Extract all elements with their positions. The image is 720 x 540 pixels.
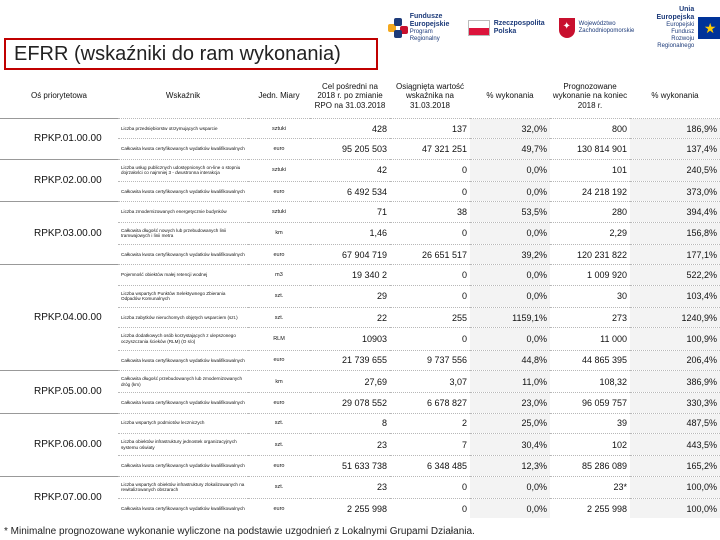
target-cell: 23 xyxy=(310,433,390,455)
indicator-cell: Całkowita długość nowych lub przebudowanych linii tramwajowych i linii metra xyxy=(118,222,248,244)
target-cell: 67 904 719 xyxy=(310,244,390,264)
indicator-cell: Liczba usług publicznych udostępnionych on-line o stopniu dojrzałości co najmniej 3 - dwustronna interakcja xyxy=(118,159,248,181)
target-cell: 95 205 503 xyxy=(310,139,390,159)
header-forecast: Prognozowane wykonanie na koniec 2018 r. xyxy=(552,81,628,110)
pct-forecast-cell: 100,0% xyxy=(630,476,720,498)
indicator-cell: Całkowita kwota certyfikowanych wydatków kwalifikowalnych xyxy=(118,456,248,476)
unit-cell: km xyxy=(248,222,310,244)
forecast-cell: 273 xyxy=(550,307,630,327)
pct-cell: 49,7% xyxy=(470,139,550,159)
achieved-cell: 0 xyxy=(390,222,470,244)
header-pct: % wykonania xyxy=(486,91,534,101)
pct-forecast-cell: 100,0% xyxy=(630,499,720,518)
fe-line-2: Europejskie xyxy=(409,21,450,28)
unit-cell: sztuki xyxy=(248,202,310,222)
wz-line-1: Województwo xyxy=(578,21,616,27)
achieved-cell: 2 xyxy=(390,413,470,433)
unit-cell: euro xyxy=(248,139,310,159)
unit-cell: szt. xyxy=(248,307,310,327)
pct-cell: 11,0% xyxy=(470,370,550,392)
page-title: EFRR (wskaźniki do ram wykonania) xyxy=(4,38,378,70)
forecast-cell: 24 218 192 xyxy=(550,181,630,201)
target-cell: 23 xyxy=(310,476,390,498)
pct-forecast-cell: 1240,9% xyxy=(630,307,720,327)
unit-cell: euro xyxy=(248,499,310,518)
target-cell: 1,46 xyxy=(310,222,390,244)
target-cell: 29 078 552 xyxy=(310,393,390,413)
achieved-cell: 3,07 xyxy=(390,370,470,392)
header-target: Cel pośredni na 2018 r. po zmianie RPO na 31.03.2018 xyxy=(314,81,386,110)
forecast-cell: 120 231 822 xyxy=(550,244,630,264)
crest-icon: ✦ xyxy=(559,18,575,38)
target-cell: 29 xyxy=(310,285,390,307)
forecast-cell: 130 814 901 xyxy=(550,139,630,159)
achieved-cell: 0 xyxy=(390,265,470,285)
pct-forecast-cell: 394,4% xyxy=(630,202,720,222)
axis-cell: RPKP.07.00.00 xyxy=(0,476,118,518)
pct-forecast-cell: 206,4% xyxy=(630,350,720,370)
achieved-cell: 26 651 517 xyxy=(390,244,470,264)
pct-cell: 32,0% xyxy=(470,119,550,139)
header-axis: Oś priorytetowa xyxy=(30,91,88,101)
pct-cell: 0,0% xyxy=(470,328,550,350)
achieved-cell: 7 xyxy=(390,433,470,455)
achieved-cell: 0 xyxy=(390,328,470,350)
axis-cell: RPKP.03.00.00 xyxy=(0,202,118,265)
fe-line-3: Program Regionalny xyxy=(409,29,440,42)
achieved-cell: 255 xyxy=(390,307,470,327)
achieved-cell: 0 xyxy=(390,285,470,307)
pct-cell: 0,0% xyxy=(470,285,550,307)
forecast-cell: 101 xyxy=(550,159,630,181)
axis-cell: RPKP.04.00.00 xyxy=(0,265,118,371)
table-row xyxy=(0,202,720,222)
wz-line-2: Zachodniopomorskie xyxy=(578,28,635,34)
indicator-cell: Liczba dodatkowych osób korzystających z ulepszonego oczyszczania ścieków (RLM) (O s/o) xyxy=(118,328,248,350)
forecast-cell: 11 000 xyxy=(550,328,630,350)
fe-star-icon xyxy=(388,16,406,40)
achieved-cell: 137 xyxy=(390,119,470,139)
forecast-cell: 39 xyxy=(550,413,630,433)
pct-cell: 0,0% xyxy=(470,181,550,201)
pct-cell: 30,4% xyxy=(470,433,550,455)
pct-forecast-cell: 487,5% xyxy=(630,413,720,433)
forecast-cell: 1 009 920 xyxy=(550,265,630,285)
pct-forecast-cell: 443,5% xyxy=(630,433,720,455)
unit-cell: szt. xyxy=(248,476,310,498)
target-cell: 6 492 534 xyxy=(310,181,390,201)
forecast-cell: 800 xyxy=(550,119,630,139)
fe-line-1: Fundusze xyxy=(409,13,443,20)
indicator-cell: Całkowita kwota certyfikowanych wydatków kwalifikowalnych xyxy=(118,244,248,264)
polish-flag-icon xyxy=(468,20,490,36)
target-cell: 19 340 2 xyxy=(310,265,390,285)
unit-cell: szt. xyxy=(248,413,310,433)
pct-forecast-cell: 522,2% xyxy=(630,265,720,285)
indicator-cell: Liczba wspartych obiektów infrastruktury zlokalizowanych na rewitalizowanych obszarach xyxy=(118,476,248,498)
unit-cell: sztuki xyxy=(248,159,310,181)
pct-cell: 53,5% xyxy=(470,202,550,222)
unit-cell: euro xyxy=(248,350,310,370)
achieved-cell: 0 xyxy=(390,159,470,181)
achieved-cell: 38 xyxy=(390,202,470,222)
table-row xyxy=(0,413,720,433)
pct-forecast-cell: 137,4% xyxy=(630,139,720,159)
axis-cell: RPKP.06.00.00 xyxy=(0,413,118,476)
pct-cell: 25,0% xyxy=(470,413,550,433)
wojewodztwo-logo xyxy=(559,18,635,38)
target-cell: 10903 xyxy=(310,328,390,350)
ue-line-2: Europejski Fundusz xyxy=(666,22,695,35)
indicator-cell: Liczba obiektów infrastruktury jednostek organizacyjnych systemu oświaty xyxy=(118,433,248,455)
target-cell: 2 255 998 xyxy=(310,499,390,518)
header-pct-forecast: % wykonania xyxy=(651,91,699,101)
pct-forecast-cell: 165,2% xyxy=(630,456,720,476)
header-achieved: Osiągnięta wartość wskaźnika na 31.03.2018 xyxy=(395,81,465,110)
target-cell: 27,69 xyxy=(310,370,390,392)
indicator-cell: Całkowita długość przebudowanych lub zmodernizowanych dróg (km) xyxy=(118,370,248,392)
target-cell: 42 xyxy=(310,159,390,181)
pct-cell: 0,0% xyxy=(470,476,550,498)
table-header-row xyxy=(0,74,720,119)
pct-forecast-cell: 177,1% xyxy=(630,244,720,264)
achieved-cell: 6 678 827 xyxy=(390,393,470,413)
indicators-table xyxy=(0,74,720,518)
forecast-cell: 96 059 757 xyxy=(550,393,630,413)
unit-cell: szt. xyxy=(248,433,310,455)
unit-cell: km xyxy=(248,370,310,392)
unit-cell: RLM xyxy=(248,328,310,350)
unit-cell: m3 xyxy=(248,265,310,285)
indicator-cell: Liczba wspartych Punktów Selektywnego Zbierania Odpadów Komunalnych xyxy=(118,285,248,307)
unit-cell: euro xyxy=(248,181,310,201)
target-cell: 8 xyxy=(310,413,390,433)
forecast-cell: 30 xyxy=(550,285,630,307)
indicator-cell: Całkowita kwota certyfikowanych wydatków kwalifikowalnych xyxy=(118,350,248,370)
pct-forecast-cell: 330,3% xyxy=(630,393,720,413)
indicator-cell: Całkowita kwota certyfikowanych wydatków kwalifikowalnych xyxy=(118,139,248,159)
footnote: * Minimalne prognozowane wykonanie wyliczone na podstawie uzgodnień z Lokalnymi Grupami Działania. xyxy=(4,526,475,537)
target-cell: 71 xyxy=(310,202,390,222)
pct-cell: 44,8% xyxy=(470,350,550,370)
pct-cell: 12,3% xyxy=(470,456,550,476)
pct-forecast-cell: 156,8% xyxy=(630,222,720,244)
achieved-cell: 0 xyxy=(390,499,470,518)
unit-cell: euro xyxy=(248,456,310,476)
achieved-cell: 6 348 485 xyxy=(390,456,470,476)
pct-forecast-cell: 186,9% xyxy=(630,119,720,139)
unit-cell: euro xyxy=(248,244,310,264)
unia-europejska-logo xyxy=(648,6,720,50)
table-row xyxy=(0,159,720,181)
fundusze-europejskie-logo xyxy=(388,13,454,43)
pct-cell: 0,0% xyxy=(470,222,550,244)
forecast-cell: 108,32 xyxy=(550,370,630,392)
pct-cell: 0,0% xyxy=(470,265,550,285)
rzeczpospolita-logo xyxy=(468,20,545,36)
forecast-cell: 2,29 xyxy=(550,222,630,244)
target-cell: 22 xyxy=(310,307,390,327)
indicator-cell: Całkowita kwota certyfikowanych wydatków kwalifikowalnych xyxy=(118,499,248,518)
logo-bar xyxy=(388,0,720,56)
pct-cell: 0,0% xyxy=(470,159,550,181)
forecast-cell: 85 286 089 xyxy=(550,456,630,476)
target-cell: 428 xyxy=(310,119,390,139)
pct-cell: 0,0% xyxy=(470,499,550,518)
eu-flag-icon: ★ xyxy=(698,17,720,39)
ue-line-1: Unia Europejska xyxy=(656,6,695,21)
rp-line-1: Rzeczpospolita xyxy=(493,20,545,27)
unit-cell: sztuki xyxy=(248,119,310,139)
forecast-cell: 2 255 998 xyxy=(550,499,630,518)
indicator-cell: Całkowita kwota certyfikowanych wydatków kwalifikowalnych xyxy=(118,181,248,201)
rp-line-2: Polska xyxy=(493,28,517,35)
pct-cell: 39,2% xyxy=(470,244,550,264)
target-cell: 21 739 655 xyxy=(310,350,390,370)
header-unit: Jedn. Miary xyxy=(258,91,300,101)
axis-cell: RPKP.01.00.00 xyxy=(0,119,118,160)
unit-cell: euro xyxy=(248,393,310,413)
pct-cell: 23,0% xyxy=(470,393,550,413)
indicator-cell: Liczba zmodernizowanych energetycznie budynków xyxy=(118,202,248,222)
indicator-cell: Pojemność obiektów małej retencji wodnej xyxy=(118,265,248,285)
achieved-cell: 9 737 556 xyxy=(390,350,470,370)
achieved-cell: 47 321 251 xyxy=(390,139,470,159)
forecast-cell: 280 xyxy=(550,202,630,222)
axis-cell: RPKP.05.00.00 xyxy=(0,370,118,413)
indicator-cell: Liczba wspartych podmiotów leczniczych xyxy=(118,413,248,433)
table-row xyxy=(0,265,720,285)
forecast-cell: 44 865 395 xyxy=(550,350,630,370)
pct-forecast-cell: 373,0% xyxy=(630,181,720,201)
pct-forecast-cell: 386,9% xyxy=(630,370,720,392)
forecast-cell: 102 xyxy=(550,433,630,455)
pct-forecast-cell: 240,5% xyxy=(630,159,720,181)
pct-cell: 1159,1% xyxy=(470,307,550,327)
table-row xyxy=(0,476,720,498)
achieved-cell: 0 xyxy=(390,476,470,498)
table-row xyxy=(0,119,720,139)
unit-cell: szt. xyxy=(248,285,310,307)
table-row xyxy=(0,370,720,392)
header-indicator: Wskaźnik xyxy=(165,91,201,101)
forecast-cell: 23* xyxy=(550,476,630,498)
achieved-cell: 0 xyxy=(390,181,470,201)
pct-forecast-cell: 100,9% xyxy=(630,328,720,350)
ue-line-3: Rozwoju Regionalnego xyxy=(657,36,695,49)
indicator-cell: Całkowita kwota certyfikowanych wydatków kwalifikowalnych xyxy=(118,393,248,413)
target-cell: 51 633 738 xyxy=(310,456,390,476)
pct-forecast-cell: 103,4% xyxy=(630,285,720,307)
indicator-cell: Liczba zabytków nieruchomych objętych wsparciem (szt.) xyxy=(118,307,248,327)
indicator-cell: Liczba przedsiębiorstw otrzymujących wsparcie xyxy=(118,119,248,139)
axis-cell: RPKP.02.00.00 xyxy=(0,159,118,202)
